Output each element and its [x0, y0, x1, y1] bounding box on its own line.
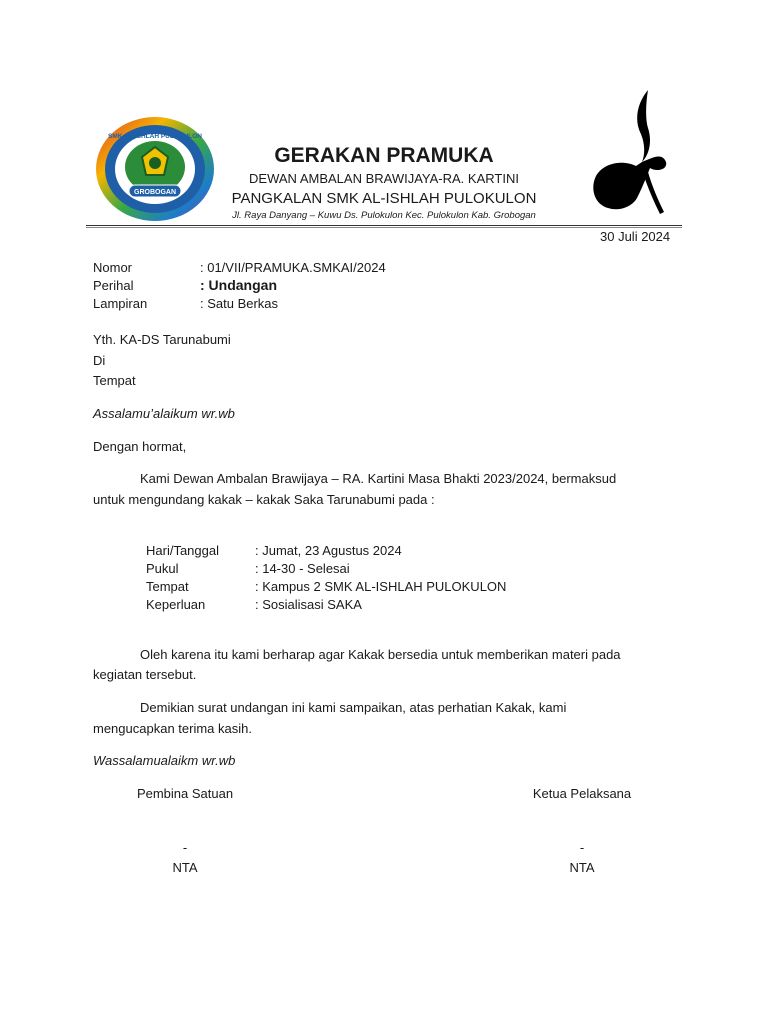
- header-divider-thin: [86, 227, 682, 228]
- pramuka-emblem-icon: [590, 88, 670, 218]
- letterhead-title: GERAKAN PRAMUKA: [274, 144, 494, 167]
- recipient-line-2: Di: [93, 353, 106, 368]
- signature-right-title: Ketua Pelaksana: [532, 786, 632, 801]
- letterhead-subtitle-1: DEWAN AMBALAN BRAWIJAYA-RA. KARTINI: [249, 171, 519, 186]
- meta-value-lampiran: : Satu Berkas: [200, 296, 279, 311]
- detail-value-purpose: : Sosialisasi SAKA: [255, 597, 362, 612]
- meta-value-perihal: : Undangan: [200, 277, 277, 293]
- signature-right-name: -: [579, 840, 585, 855]
- signature-left-title: Pembina Satuan: [136, 786, 234, 801]
- logo-ring-top-text: SMK AL-ISHLAH PULOKULON: [107, 133, 203, 140]
- signature-left-name: -: [182, 840, 188, 855]
- letter-date: 30 Juli 2024: [600, 229, 671, 244]
- logo-ring-bottom-text: GROBOGAN: [134, 189, 176, 196]
- closing: Wassalamualaikm wr.wb: [93, 753, 236, 768]
- detail-label-date: Hari/Tanggal: [146, 543, 219, 558]
- detail-label-place: Tempat: [146, 579, 189, 594]
- paragraph-3-line-1: Demikian surat undangan ini kami sampaikan, atas perhatian Kakak, kami: [140, 700, 567, 715]
- detail-label-purpose: Keperluan: [146, 597, 206, 612]
- detail-label-time: Pukul: [146, 561, 179, 576]
- detail-value-place: : Kampus 2 SMK AL-ISHLAH PULOKULON: [255, 579, 507, 594]
- meta-label-perihal: Perihal: [93, 278, 134, 293]
- letterhead-address: Jl. Raya Danyang – Kuwu Ds. Pulokulon Kec. Pulokulon Kab. Grobogan: [232, 210, 536, 221]
- meta-label-nomor: Nomor: [93, 260, 133, 275]
- meta-value-nomor: : 01/VII/PRAMUKA.SMKAI/2024: [200, 260, 386, 275]
- signature-left-nta: NTA: [172, 860, 198, 875]
- paragraph-3-line-2: mengucapkan terima kasih.: [93, 721, 252, 736]
- detail-value-time: : 14-30 - Selesai: [255, 561, 350, 576]
- detail-value-date: : Jumat, 23 Agustus 2024: [255, 543, 402, 558]
- paragraph-1-line-1: Kami Dewan Ambalan Brawijaya – RA. Kartini Masa Bhakti 2023/2024, bermaksud: [140, 471, 617, 486]
- paragraph-2-line-2: kegiatan tersebut.: [93, 667, 197, 682]
- recipient-line-3: Tempat: [93, 373, 136, 388]
- greeting: Assalamu’alaikum wr.wb: [93, 406, 235, 421]
- school-logo: [94, 115, 216, 223]
- header-divider: [86, 225, 682, 226]
- meta-label-lampiran: Lampiran: [93, 296, 148, 311]
- recipient-line-1: Yth. KA-DS Tarunabumi: [93, 332, 231, 347]
- letterhead-subtitle-2: PANGKALAN SMK AL-ISHLAH PULOKULON: [231, 190, 537, 207]
- signature-right-nta: NTA: [569, 860, 595, 875]
- opening: Dengan hormat,: [93, 439, 187, 454]
- paragraph-2-line-1: Oleh karena itu kami berharap agar Kakak bersedia untuk memberikan materi pada: [140, 647, 621, 662]
- paragraph-1-line-2: untuk mengundang kakak – kakak Saka Tarunabumi pada :: [93, 492, 435, 507]
